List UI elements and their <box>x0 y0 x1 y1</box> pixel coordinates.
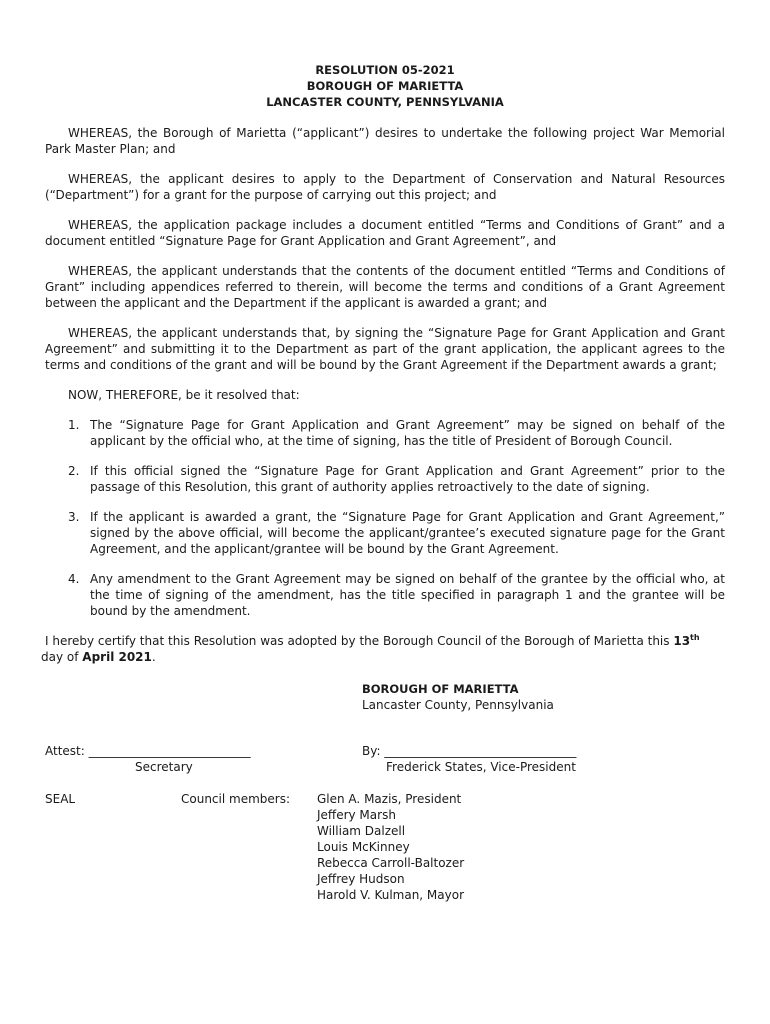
borough-block-name: BOROUGH OF MARIETTA <box>362 682 519 696</box>
item-number: 4. <box>68 572 80 586</box>
resolution-item-3 <box>45 509 725 557</box>
attest-title: Secretary <box>135 760 193 774</box>
council-member: Jeffery Marsh <box>317 808 396 822</box>
whereas-paragraph-2: WHEREAS, the applicant desires to apply to the Department of Conservation and Natural Resources (“Department”) for a grant for the purpose of carrying out this project; and <box>45 172 725 202</box>
item-number: 1. <box>68 418 80 432</box>
whereas-paragraph-4: WHEREAS, the applicant understands that the contents of the document entitled “Terms and Conditions of Grant” including appendices referred to therein, will become the terms and conditions of a Grant Agreement between the applicant and the Department if the applicant is awarded a grant; and <box>45 264 725 310</box>
by-title: Frederick States, Vice-President <box>386 760 576 774</box>
item-text: If this official signed the “Signature Page for Grant Application and Grant Agreement” prior to the passage of this Resolution, this grant of authority applies retroactively to the date of signing. <box>90 464 725 494</box>
council-member: William Dalzell <box>317 824 406 838</box>
council-member: Rebecca Carroll-Baltozer <box>317 856 465 870</box>
borough-name: BOROUGH OF MARIETTA <box>306 79 464 93</box>
whereas-paragraph-1: WHEREAS, the Borough of Marietta (“applicant”) desires to undertake the following project War Memorial Park Master Plan; and <box>45 126 725 156</box>
council-section <box>45 791 725 911</box>
borough-signature-block <box>362 681 725 713</box>
whereas-paragraph-5: WHEREAS, the applicant understands that, by signing the “Signature Page for Grant Application and Grant Agreement” and submitting it to the Department as part of the grant application, the applicant agrees to the terms and conditions of the grant and will be bound by the Grant Agreement if the Department awards a grant; <box>45 326 725 372</box>
item-text: Any amendment to the Grant Agreement may be signed on behalf of the grantee by the official who, at the time of signing of the amendment, has the title specified in paragraph 1 and the grantee will be bound by the amendment. <box>90 572 725 618</box>
council-members-list <box>317 791 464 903</box>
certify-text-end: . <box>151 650 156 664</box>
item-text: If the applicant is awarded a grant, the “Signature Page for Grant Application and Grant Agreement,” signed by the above official, will become the applicant/grantee’s executed signature page for the Grant Agreement, and the applicant/grantee will be bound by the Grant Agreement. <box>90 510 725 556</box>
council-members-label: Council members: <box>181 792 291 806</box>
resolution-item-4 <box>45 571 725 619</box>
borough-block-county: Lancaster County, Pennsylvania <box>362 698 554 712</box>
resolution-items <box>45 417 725 619</box>
council-member: Louis McKinney <box>317 840 410 854</box>
signature-lines <box>45 743 725 777</box>
resolution-item-1 <box>45 417 725 449</box>
resolution-header <box>45 62 725 110</box>
item-number: 2. <box>68 464 80 478</box>
council-member: Jeffrey Hudson <box>317 872 405 886</box>
certify-text: I hereby certify that this Resolution was adopted by the Borough Council of the Borough of Marietta this <box>45 634 674 648</box>
certify-month-year: April 2021 <box>82 650 152 664</box>
item-text: The “Signature Page for Grant Application and Grant Agreement” may be signed on behalf of the applicant by the official who, at the time of signing, has the title of President of Borough Council. <box>90 418 725 448</box>
county-state: LANCASTER COUNTY, PENNSYLVANIA <box>266 95 504 109</box>
certify-day: 13 <box>673 634 691 648</box>
council-member: Harold V. Kulman, Mayor <box>317 888 465 902</box>
resolved-clause: NOW, THEREFORE, be it resolved that: <box>68 388 300 402</box>
by-line: By: ________________________________ <box>362 744 577 758</box>
council-member: Glen A. Mazis, President <box>317 792 462 806</box>
certify-day-suffix: th <box>690 633 700 642</box>
resolution-item-2 <box>45 463 725 495</box>
whereas-paragraph-3: WHEREAS, the application package includes a document entitled “Terms and Conditions of Grant” and a document entitled “Signature Page for Grant Application and Grant Agreement”, and <box>45 218 725 248</box>
certify-text-middle: day of <box>41 650 83 664</box>
item-number: 3. <box>68 510 80 524</box>
resolution-number: RESOLUTION 05-2021 <box>315 63 455 77</box>
seal-label: SEAL <box>45 792 76 806</box>
attest-line: Attest: ___________________________ <box>45 744 251 758</box>
certification-statement <box>41 633 725 665</box>
